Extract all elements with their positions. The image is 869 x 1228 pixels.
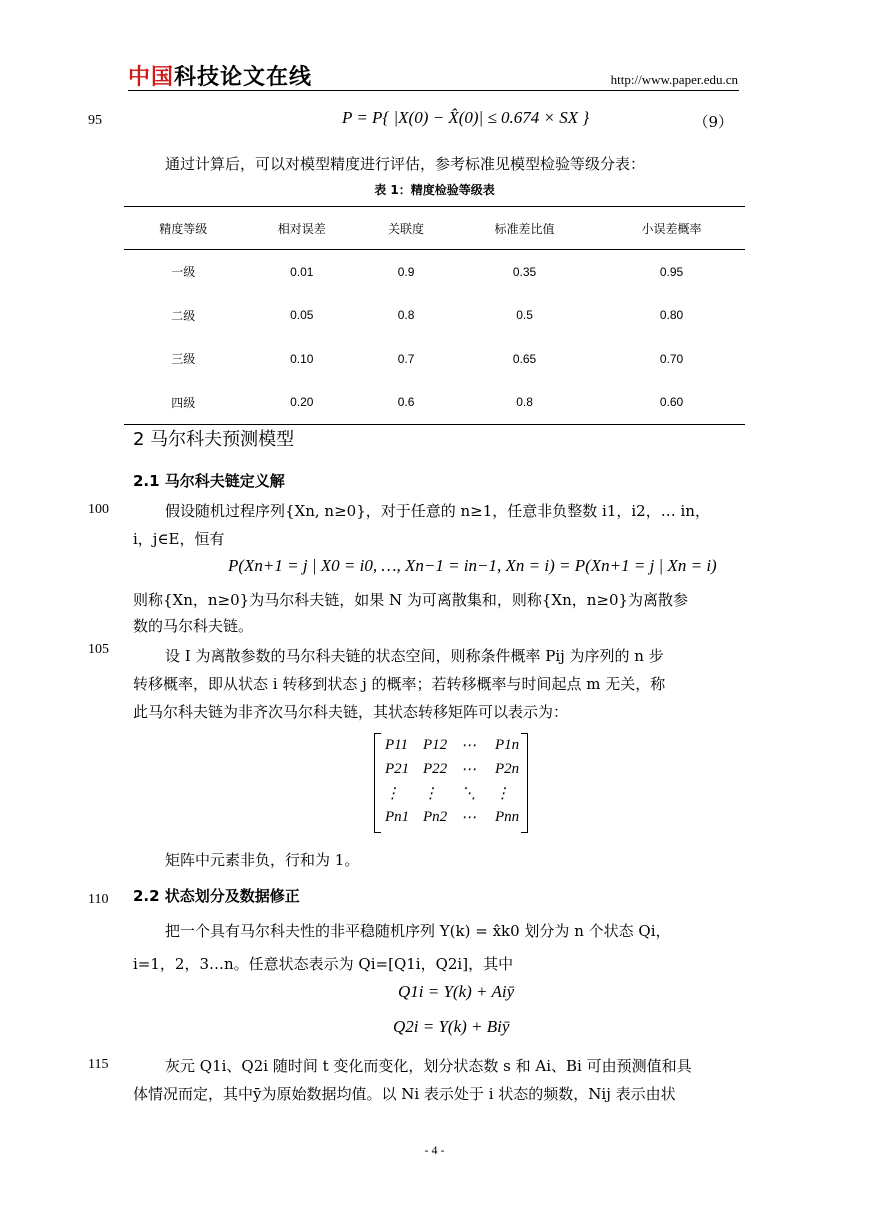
table-cell: 0.05 [290, 308, 314, 323]
matrix-entry: ⋮ [385, 785, 400, 802]
table-header-row [124, 207, 745, 250]
table-header: 精度等级 [124, 207, 243, 250]
matrix-entry: ⋯ [461, 761, 476, 778]
paragraph-100-line1: 假设随机过程序列{Xn, n≥0}，对于任意的 n≥1，任意非负整数 i1，i2，… in， [165, 502, 710, 520]
matrix-entry: P12 [423, 736, 448, 753]
header-rule [128, 90, 739, 91]
paragraph-105-line1: 设 I 为离散参数的马尔科夫链的状态空间，则称条件概率 Pij 为序列的 n 步 [165, 647, 664, 665]
matrix-entry: P1n [495, 736, 520, 753]
matrix-entry: ⋯ [461, 737, 476, 754]
paragraph-then-line1: 则称{Xn，n≥0}为马尔科夫链，如果 N 为可离散集和，则称{Xn，n≥0}为离散参 [133, 591, 689, 609]
table-caption: 表 1：精度检验等级表 [374, 183, 495, 197]
paragraph-22-line2: i=1，2，3…n。任意状态表示为 Qi=[Q1i，Q2i]，其中 [133, 955, 514, 973]
matrix-entry: Pn1 [385, 808, 410, 825]
table-header: 相对误差 [243, 207, 362, 250]
table-cell: 0.95 [659, 264, 684, 279]
table-cell: 0.20 [243, 381, 362, 425]
matrix-entry: P2n [495, 760, 520, 777]
matrix-entry: P11 [385, 736, 409, 753]
paragraph-22-line1: 把一个具有马尔科夫性的非平稳随机序列 Y(k) = x̂k0 划分为 n 个状态 Qi， [165, 922, 671, 940]
table-cell: 0.70 [659, 351, 684, 366]
line-number-115: 115 [88, 1057, 109, 1072]
table-row [124, 250, 745, 294]
line-number-100: 100 [88, 502, 109, 517]
paragraph-matrix-note: 矩阵中元素非负，行和为 1。 [165, 851, 360, 869]
matrix-entry: ⋱ [461, 785, 476, 802]
paragraph-115-line2: 体情况而定，其中ȳ为原始数据均值。以 Ni 表示处于 i 状态的频数，Nij 表示由状 [133, 1085, 676, 1103]
table-row [124, 381, 745, 425]
table-cell: 0.35 [512, 264, 537, 279]
matrix-entry: P21 [385, 760, 410, 777]
table-cell: 0.8 [451, 381, 598, 425]
matrix-entry: ⋯ [461, 809, 476, 826]
matrix-entry: Pn2 [423, 808, 448, 825]
table-cell: 0.8 [397, 308, 415, 323]
line-number-110: 110 [88, 892, 109, 907]
table-row [124, 337, 745, 381]
site-logo [128, 60, 312, 91]
equation-9: P = P{ |X(0) − X̂(0)| ≤ 0.674 × SX } [342, 108, 590, 127]
equation-markov-property: P(Xn+1 = j | X0 = i0, …, Xn−1 = in−1, Xn = i) = P(Xn+1 = j | Xn = i) [228, 556, 717, 575]
table-header: 关联度 [361, 207, 451, 250]
equation-9-number: （9） [693, 113, 733, 131]
line-number-95: 95 [88, 113, 102, 128]
table-cell: 一级 [171, 265, 196, 280]
transition-matrix [374, 733, 528, 833]
matrix-entry: P22 [423, 760, 448, 777]
table-cell: 0.80 [659, 308, 684, 323]
paragraph-105-line3: 此马尔科夫链为非齐次马尔科夫链，其状态转移矩阵可以表示为： [133, 703, 569, 721]
paragraph-115-line1: 灰元 Q1i、Q2i 随时间 t 变化而变化，划分状态数 s 和 Ai、Bi 可由预测值和具 [165, 1057, 692, 1075]
paragraph-100-line2: i，j∈E，恒有 [133, 530, 225, 548]
matrix-entry: Pnn [495, 808, 520, 825]
equation-q2: Q2i = Y(k) + Biȳ [393, 1017, 510, 1036]
logo-black-text: 科技论文在线 [174, 65, 313, 90]
paragraph-evaluation: 通过计算后，可以对模型精度进行评估，参考标准见模型检验等级分表： [165, 155, 646, 173]
equation-q1: Q1i = Y(k) + Aiȳ [398, 982, 515, 1001]
precision-table [124, 206, 745, 425]
matrix-entry: ⋮ [495, 785, 510, 802]
table-cell: 三级 [171, 352, 196, 367]
table-cell: 0.6 [361, 381, 451, 425]
table-cell: 0.65 [512, 351, 537, 366]
table-cell: 0.60 [598, 381, 745, 425]
table-cell: 0.9 [397, 264, 415, 279]
line-number-105: 105 [88, 642, 109, 657]
section-heading-2-1: 2.1 马尔科夫链定义解 [133, 472, 285, 490]
table-cell: 0.01 [290, 264, 314, 279]
table-cell: 四级 [124, 381, 243, 425]
table-header: 标准差比值 [451, 207, 598, 250]
matrix-entry: ⋮ [423, 785, 438, 802]
table-cell: 0.5 [516, 308, 533, 323]
section-heading-2: 2 马尔科夫预测模型 [133, 429, 295, 450]
logo-red-text: 中国 [128, 65, 175, 90]
table-header: 小误差概率 [598, 207, 745, 250]
page-number: - 4 - [424, 1143, 445, 1157]
paragraph-then-line2: 数的马尔科夫链。 [133, 617, 254, 635]
section-heading-2-2: 2.2 状态划分及数据修正 [133, 887, 300, 905]
table-row [124, 294, 745, 338]
paragraph-105-line2: 转移概率，即从状态 i 转移到状态 j 的概率；若转移概率与时间起点 m 无关，称 [133, 675, 666, 693]
table-cell: 0.10 [290, 351, 314, 366]
table-cell: 0.7 [397, 351, 415, 366]
header-url[interactable]: http://www.paper.edu.cn [610, 72, 738, 87]
table-cell: 二级 [171, 308, 196, 323]
